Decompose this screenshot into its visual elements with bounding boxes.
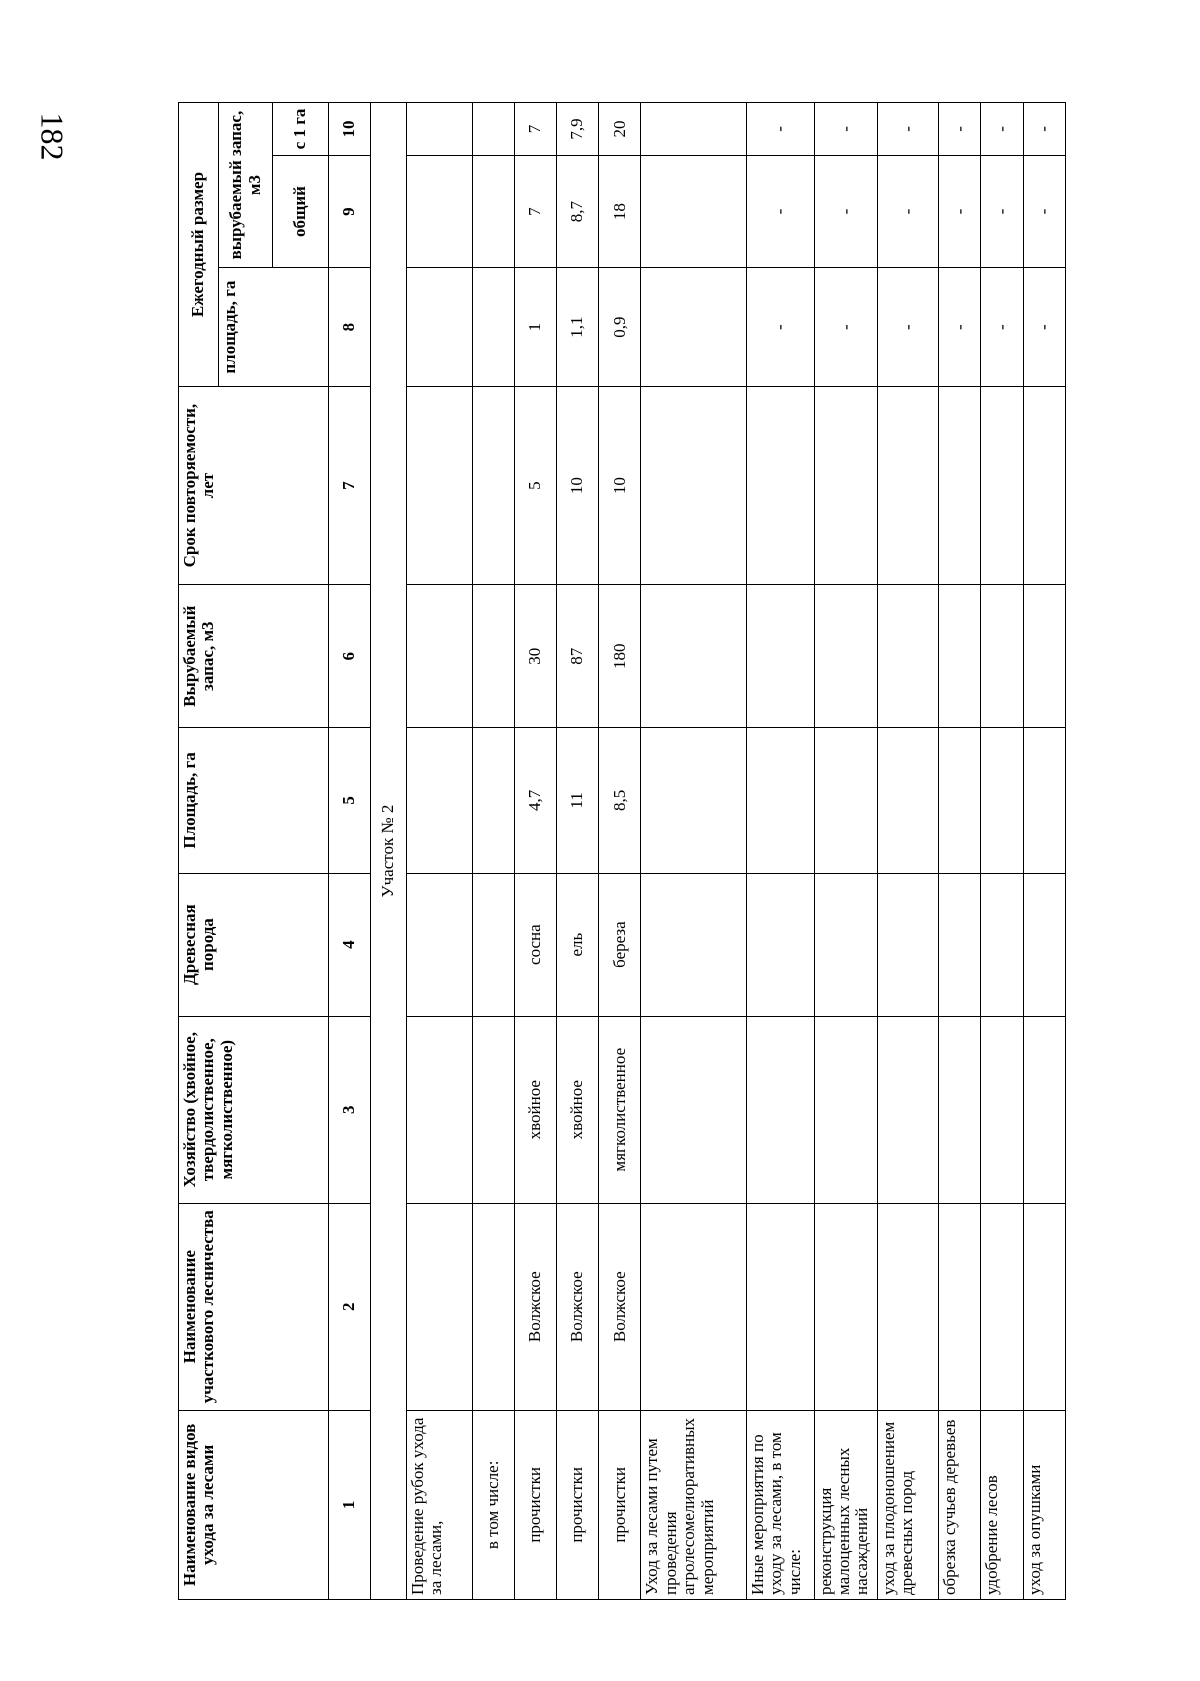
header-care-type: Наименование видов ухода за лесами (179, 1410, 329, 1599)
cell-col-10 (407, 103, 472, 156)
cell-col-7 (641, 387, 747, 585)
cell-col-5: 8,5 (599, 728, 641, 873)
cell-col-3 (641, 1016, 747, 1203)
cell-col-2 (939, 1203, 981, 1410)
cell-col-3 (407, 1016, 472, 1203)
cell-col-7: 10 (557, 387, 599, 585)
cell-col-9: - (878, 155, 939, 267)
cell-col-2: Волжское (557, 1203, 599, 1410)
cell-col-2 (981, 1203, 1023, 1410)
cell-col-8: 0,9 (599, 268, 641, 387)
cell-col-5 (814, 728, 877, 873)
cell-col-7 (939, 387, 981, 585)
cell-col-7 (878, 387, 939, 585)
cell-col-6 (407, 585, 472, 728)
cell-col-3 (981, 1016, 1023, 1203)
cell-col-10: - (939, 103, 981, 156)
cell-col-3: хвойное (514, 1016, 556, 1203)
cell-col-2 (747, 1203, 815, 1410)
cell-col-7 (407, 387, 472, 585)
cell-col-10: - (814, 103, 877, 156)
cell-col-1: Иные мероприятия по уходу за лесами, в том числе: (747, 1410, 815, 1599)
cell-col-5 (747, 728, 815, 873)
cell-col-6 (641, 585, 747, 728)
cell-col-8: - (939, 268, 981, 387)
header-stock-total: общий (273, 155, 329, 267)
header-species: Древесная порода (179, 873, 329, 1016)
cell-col-4 (407, 873, 472, 1016)
cell-col-9 (407, 155, 472, 267)
table-row (814, 103, 877, 1600)
cell-col-6: 30 (514, 585, 556, 728)
cell-col-1: удобрение лесов (981, 1410, 1023, 1599)
table-body (407, 103, 1066, 1600)
table-row (1023, 103, 1065, 1600)
cell-col-3: мягколиственное (599, 1016, 641, 1203)
header-stock: Вырубаемый запас, м3 (179, 585, 329, 728)
cell-col-9: 8,7 (557, 155, 599, 267)
cell-col-6 (878, 585, 939, 728)
page-number: 182 (34, 112, 71, 161)
header-forestry: Наименование участкового лесничества (179, 1203, 329, 1410)
cell-col-3: хвойное (557, 1016, 599, 1203)
cell-col-7: 5 (514, 387, 556, 585)
col-number: 6 (329, 585, 371, 728)
cell-col-2 (1023, 1203, 1065, 1410)
cell-col-7 (472, 387, 514, 585)
cell-col-4 (814, 873, 877, 1016)
cell-col-5: 4,7 (514, 728, 556, 873)
cell-col-1: реконструкция малоценных лесных насаждений (814, 1410, 877, 1599)
table-row (514, 103, 556, 1600)
cell-col-7 (814, 387, 877, 585)
cell-col-6 (1023, 585, 1065, 728)
cell-col-4 (981, 873, 1023, 1016)
col-number: 2 (329, 1203, 371, 1410)
cell-col-5 (981, 728, 1023, 873)
cell-col-6 (472, 585, 514, 728)
cell-col-1: прочистки (514, 1410, 556, 1599)
table-row (747, 103, 815, 1600)
cell-col-2 (641, 1203, 747, 1410)
table-row (407, 103, 472, 1600)
cell-col-9: - (981, 155, 1023, 267)
cell-col-2 (814, 1203, 877, 1410)
cell-col-2: Волжское (599, 1203, 641, 1410)
col-number: 5 (329, 728, 371, 873)
forest-care-table (178, 102, 1066, 1600)
cell-col-4 (472, 873, 514, 1016)
cell-col-9 (641, 155, 747, 267)
cell-col-10: - (1023, 103, 1065, 156)
header-annual-stock: вырубаемый запас, м3 (219, 103, 273, 268)
cell-col-5 (939, 728, 981, 873)
cell-col-8: - (1023, 268, 1065, 387)
cell-col-8: 1,1 (557, 268, 599, 387)
col-number: 10 (329, 103, 371, 156)
cell-col-9: - (814, 155, 877, 267)
cell-col-4 (878, 873, 939, 1016)
header-economy: Хозяйство (хвойное, твердолиственное, мягколиственное) (179, 1016, 329, 1203)
header-annual-size: Ежегодный размер (179, 103, 219, 387)
cell-col-8: - (814, 268, 877, 387)
cell-col-2 (472, 1203, 514, 1410)
cell-col-6 (747, 585, 815, 728)
col-number: 3 (329, 1016, 371, 1203)
cell-col-8 (641, 268, 747, 387)
cell-col-5 (641, 728, 747, 873)
cell-col-10: - (981, 103, 1023, 156)
cell-col-1: уход за опушками (1023, 1410, 1065, 1599)
table-row (472, 103, 514, 1600)
cell-col-2 (407, 1203, 472, 1410)
col-number: 9 (329, 155, 371, 267)
cell-col-7: 10 (599, 387, 641, 585)
cell-col-9: 7 (514, 155, 556, 267)
cell-col-9: - (747, 155, 815, 267)
header-period: Срок повторяемости, лет (179, 387, 329, 585)
cell-col-1: прочистки (557, 1410, 599, 1599)
cell-col-10 (472, 103, 514, 156)
cell-col-4 (641, 873, 747, 1016)
cell-col-8: - (747, 268, 815, 387)
table-row (939, 103, 981, 1600)
cell-col-10: 7 (514, 103, 556, 156)
cell-col-3 (939, 1016, 981, 1203)
cell-col-1: уход за плодоношением древесных пород (878, 1410, 939, 1599)
cell-col-4: береза (599, 873, 641, 1016)
cell-col-4: ель (557, 873, 599, 1016)
cell-col-3 (1023, 1016, 1065, 1203)
col-number: 7 (329, 387, 371, 585)
cell-col-10: 7,9 (557, 103, 599, 156)
cell-col-2 (878, 1203, 939, 1410)
cell-col-6 (939, 585, 981, 728)
cell-col-8: - (981, 268, 1023, 387)
cell-col-5 (472, 728, 514, 873)
cell-col-5 (1023, 728, 1065, 873)
cell-col-7 (1023, 387, 1065, 585)
cell-col-9: - (1023, 155, 1065, 267)
cell-col-8 (407, 268, 472, 387)
cell-col-4 (1023, 873, 1065, 1016)
cell-col-4 (747, 873, 815, 1016)
cell-col-10: - (878, 103, 939, 156)
cell-col-8: - (878, 268, 939, 387)
cell-col-8 (472, 268, 514, 387)
cell-col-9: - (939, 155, 981, 267)
cell-col-5 (878, 728, 939, 873)
cell-col-4: сосна (514, 873, 556, 1016)
cell-col-1: Проведение рубок ухода за лесами, (407, 1410, 472, 1599)
table-row (557, 103, 599, 1600)
cell-col-6 (814, 585, 877, 728)
cell-col-3 (814, 1016, 877, 1203)
cell-col-5 (407, 728, 472, 873)
cell-col-10: - (747, 103, 815, 156)
cell-col-3 (878, 1016, 939, 1203)
cell-col-2: Волжское (514, 1203, 556, 1410)
cell-col-9 (472, 155, 514, 267)
cell-col-9: 18 (599, 155, 641, 267)
col-number: 4 (329, 873, 371, 1016)
cell-col-6: 87 (557, 585, 599, 728)
cell-col-1: прочистки (599, 1410, 641, 1599)
col-number: 8 (329, 268, 371, 387)
section-title: Участок № 2 (371, 103, 407, 1600)
col-number: 1 (329, 1410, 371, 1599)
cell-col-10 (641, 103, 747, 156)
rotated-table-wrapper (178, 102, 1066, 1600)
cell-col-1: в том числе: (472, 1410, 514, 1599)
header-area: Площадь, га (179, 728, 329, 873)
table-row (641, 103, 747, 1600)
cell-col-5: 11 (557, 728, 599, 873)
cell-col-8: 1 (514, 268, 556, 387)
table-row (981, 103, 1023, 1600)
cell-col-3 (472, 1016, 514, 1203)
cell-col-3 (747, 1016, 815, 1203)
table-row (878, 103, 939, 1600)
cell-col-6 (981, 585, 1023, 728)
cell-col-7 (747, 387, 815, 585)
cell-col-4 (939, 873, 981, 1016)
cell-col-1: обрезка сучьев деревьев (939, 1410, 981, 1599)
cell-col-10: 20 (599, 103, 641, 156)
cell-col-7 (981, 387, 1023, 585)
cell-col-1: Уход за лесами путем проведения агролесомелиоративных мероприятий (641, 1410, 747, 1599)
header-stock-per-ha: с 1 га (273, 103, 329, 156)
cell-col-6: 180 (599, 585, 641, 728)
header-annual-area: площадь, га (219, 268, 329, 387)
table-row (599, 103, 641, 1600)
